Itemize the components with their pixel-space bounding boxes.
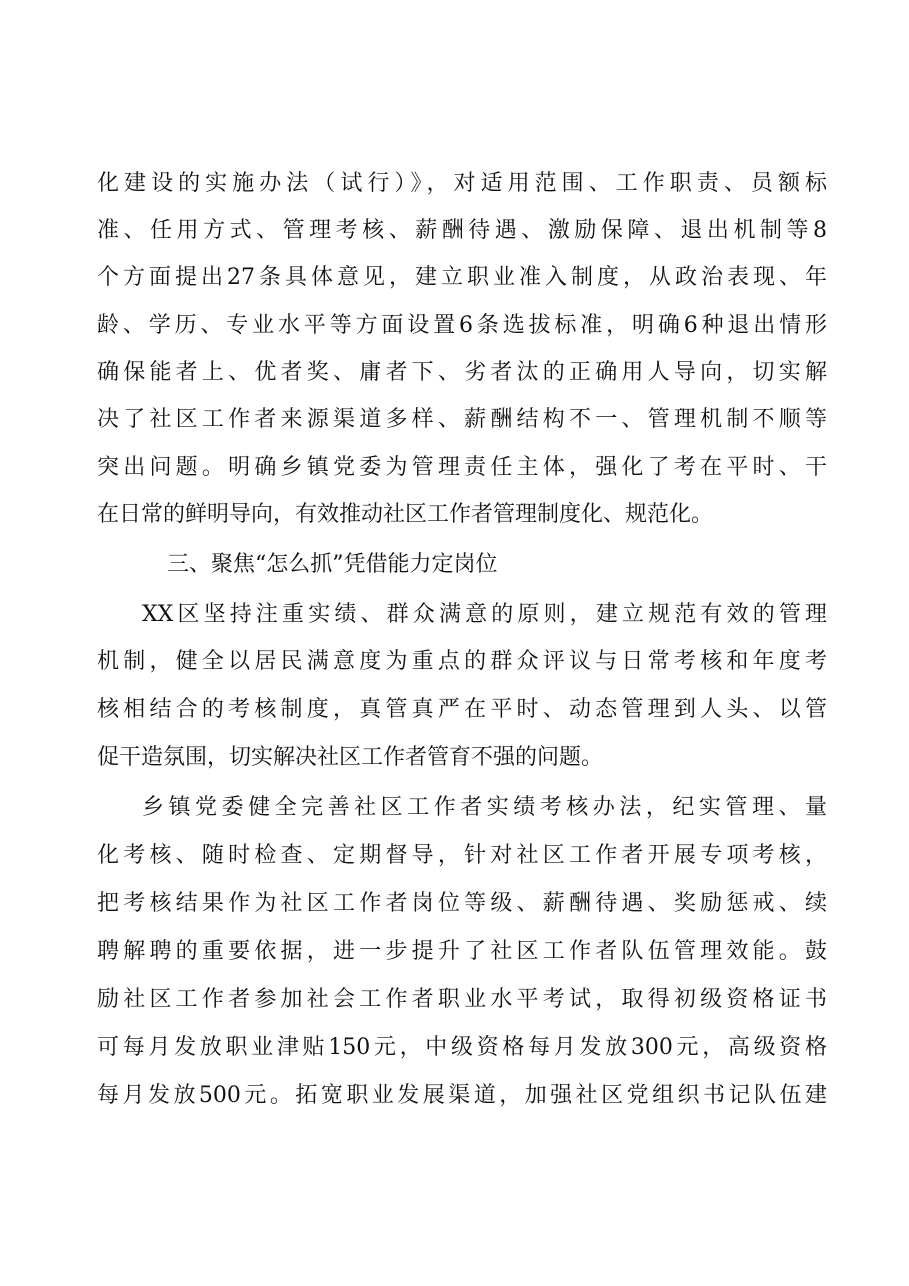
text-line: 核相结合的考核制度，真管真严在平时、动态管理到人头、以管 bbox=[97, 697, 827, 722]
text-line: 把考核结果作为社区工作者岗位等级、薪酬待遇、奖励惩戒、续 bbox=[97, 891, 827, 916]
text-line: 准、任用方式、管理考核、薪酬待遇、激励保障、退出机制等8 bbox=[97, 218, 827, 243]
text-line: 化考核、随时检查、定期督导，针对社区工作者开展专项考核， bbox=[97, 843, 827, 868]
text-line: 机制，健全以居民满意度为重点的群众评议与日常考核和年度考 bbox=[97, 649, 827, 674]
text-line: 决了社区工作者来源渠道多样、薪酬结构不一、管理机制不顺等 bbox=[97, 407, 827, 432]
text-line: 龄、学历、专业水平等方面设置6条选拔标准，明确6种退出情形 bbox=[97, 313, 827, 338]
text-line: 突出问题。明确乡镇党委为管理责任主体，强化了考在平时、干 bbox=[97, 455, 827, 480]
text-line: 在日常的鲜明导向，有效推动社区工作者管理制度化、规范化。 bbox=[97, 502, 714, 527]
text-line: 聘解聘的重要依据，进一步提升了社区工作者队伍管理效能。鼓 bbox=[97, 939, 827, 964]
text-line: 每月发放500元。拓宽职业发展渠道，加强社区党组织书记队伍建 bbox=[97, 1083, 827, 1108]
text-line: 确保能者上、优者奖、庸者下、劣者汰的正确用人导向，切实解 bbox=[97, 360, 827, 385]
text-line: 励社区工作者参加社会工作者职业水平考试，取得初级资格证书 bbox=[97, 987, 827, 1012]
section-heading: 三、聚焦“怎么抓”凭借能力定岗位 bbox=[167, 552, 498, 577]
text-line: 化建设的实施办法（试行）》，对适用范围、工作职责、员额标 bbox=[97, 171, 827, 196]
text-line: XX区坚持注重实绩、群众满意的原则，建立规范有效的管理 bbox=[142, 602, 827, 627]
text-line: 个方面提出27条具体意见，建立职业准入制度，从政治表现、年 bbox=[97, 265, 827, 290]
text-line: 促干造氛围，切实解决社区工作者管育不强的问题。 bbox=[97, 745, 604, 770]
text-line: 可每月发放职业津贴150元，中级资格每月发放300元，高级资格 bbox=[97, 1035, 827, 1060]
text-line: 乡镇党委健全完善社区工作者实绩考核办法，纪实管理、量 bbox=[142, 795, 827, 820]
